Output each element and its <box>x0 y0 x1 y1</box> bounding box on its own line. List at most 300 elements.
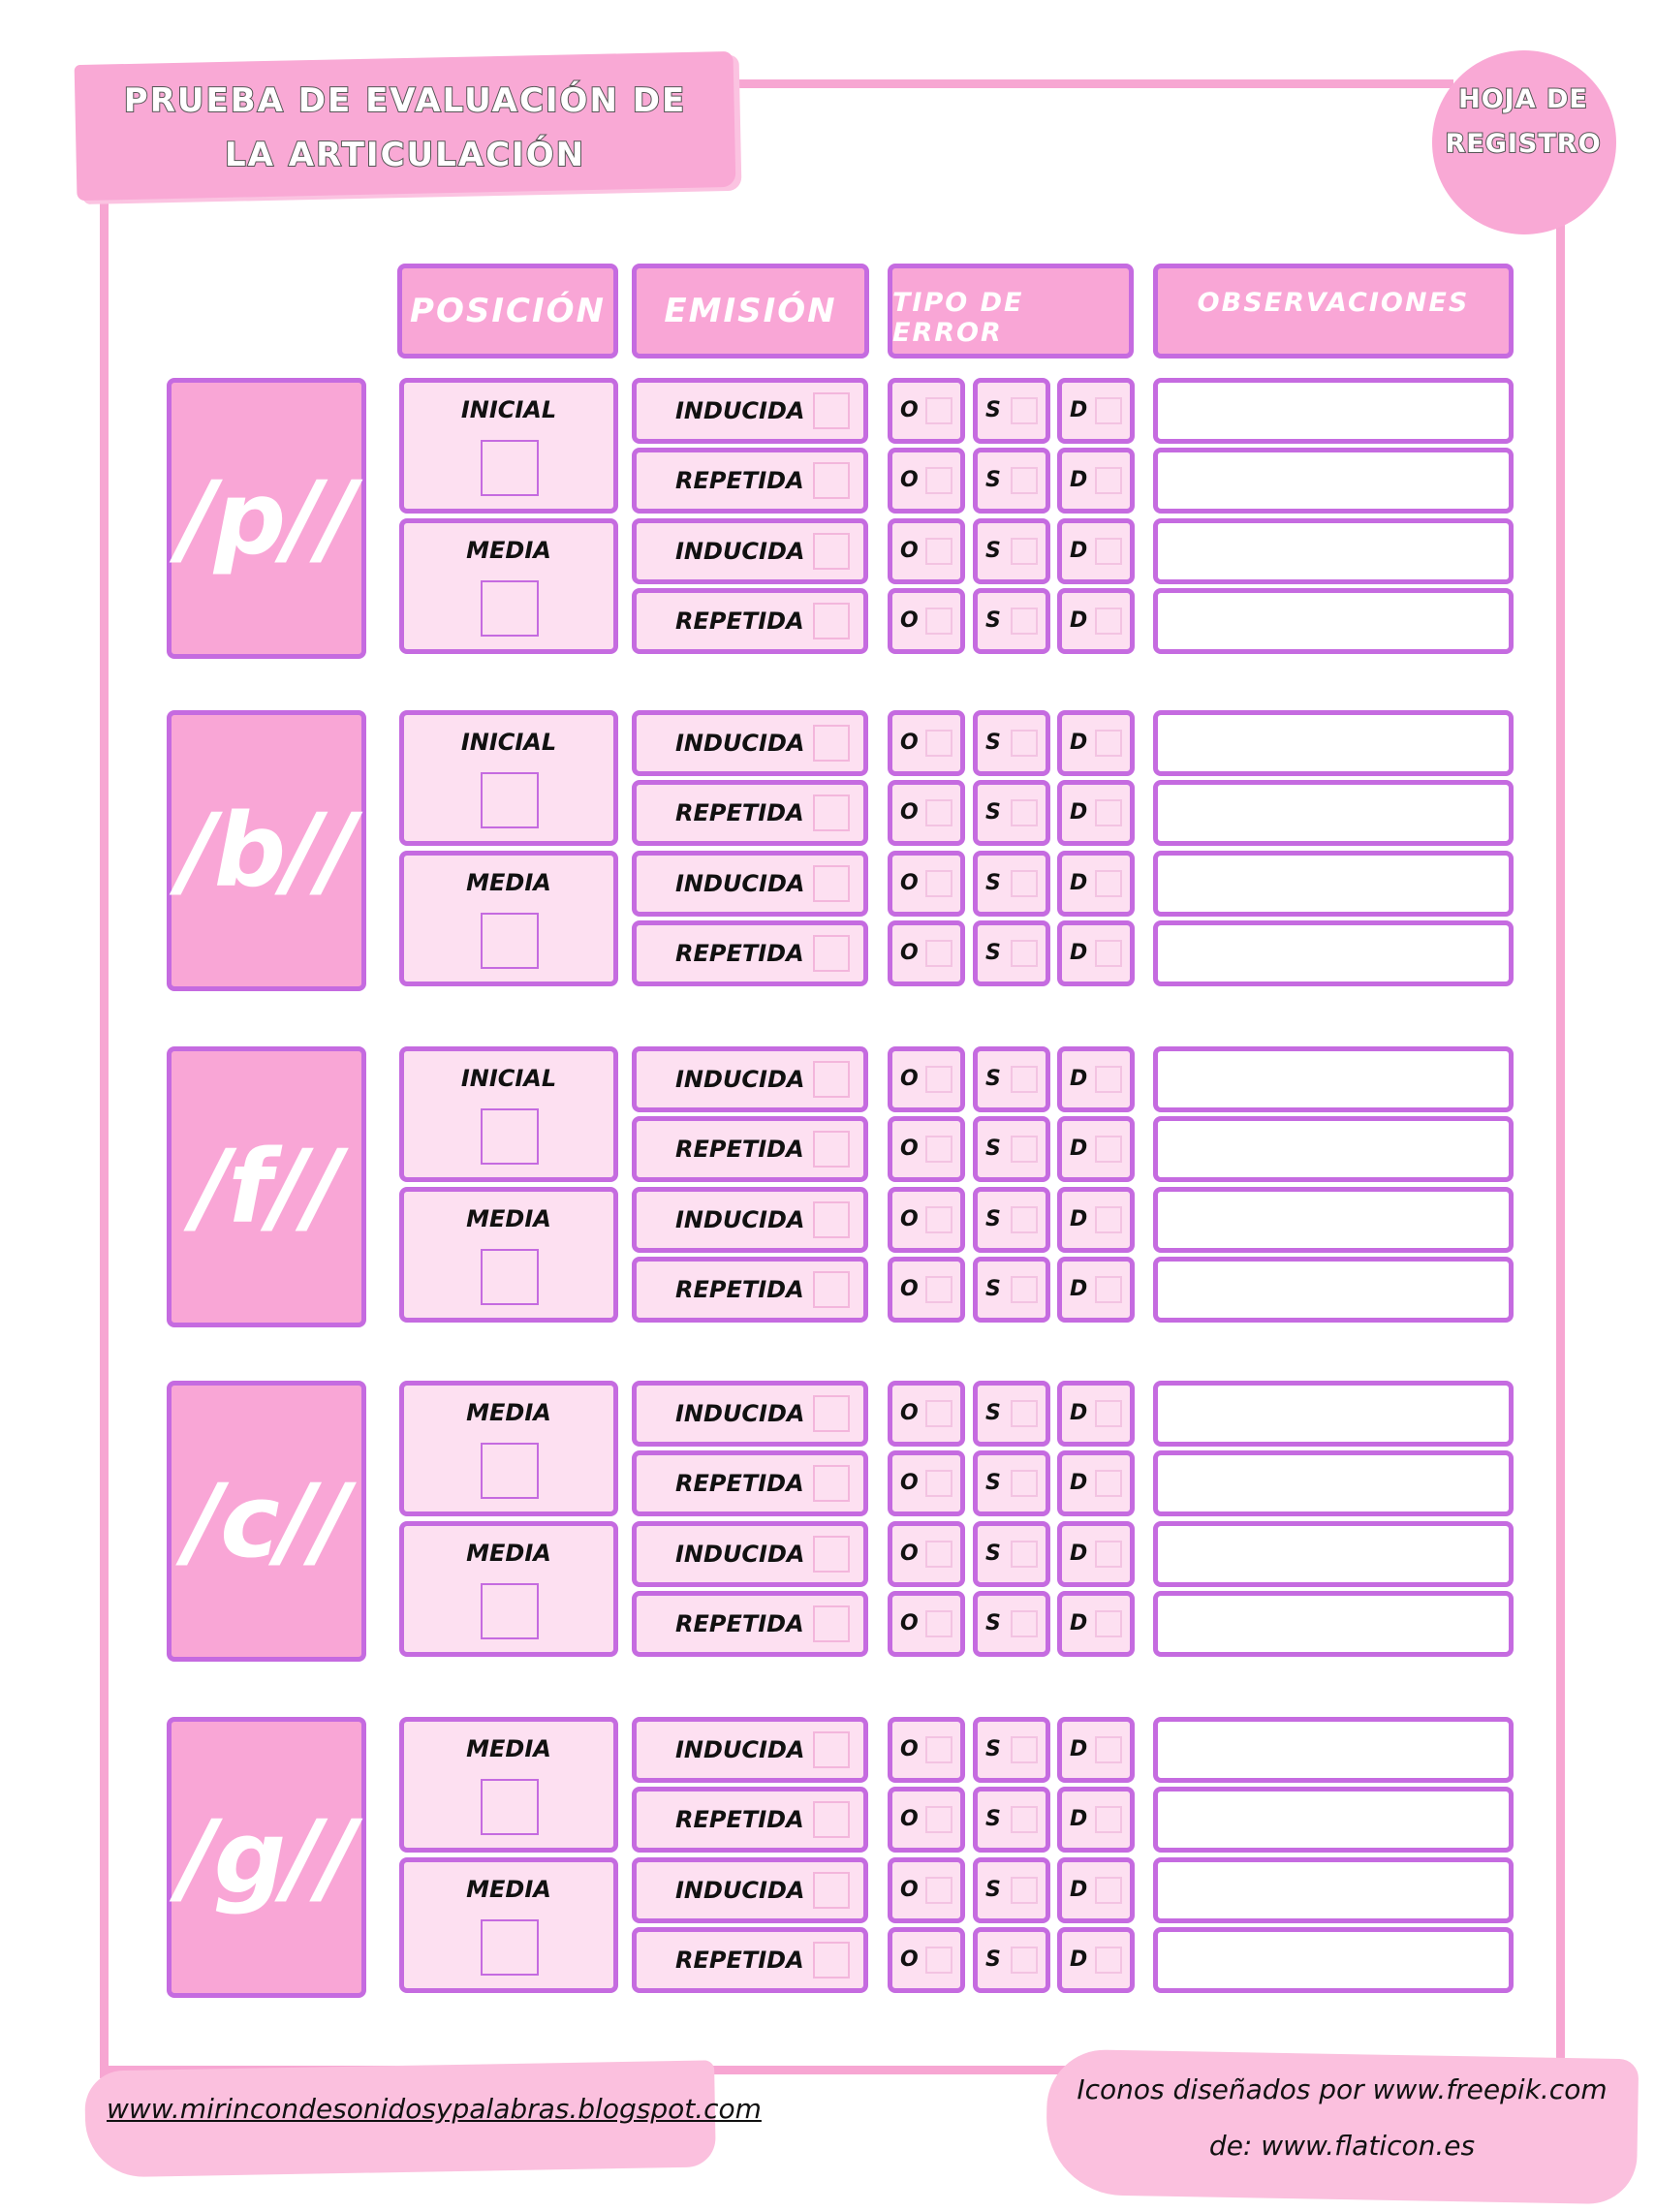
observation-field[interactable] <box>1153 448 1514 514</box>
emission-label: INDUCIDA <box>675 1877 805 1904</box>
emission-checkbox[interactable] <box>813 392 850 429</box>
error-checkbox[interactable] <box>1011 1806 1038 1833</box>
error-cell <box>1057 588 1135 654</box>
error-checkbox[interactable] <box>1011 467 1038 494</box>
error-checkbox[interactable] <box>1095 730 1122 757</box>
position-cell <box>399 1046 618 1182</box>
phoneme-group <box>0 710 1655 993</box>
position-cell <box>399 1521 618 1657</box>
error-cell <box>1057 448 1135 514</box>
emission-label: REPETIDA <box>675 1470 804 1497</box>
observation-field[interactable] <box>1153 1187 1514 1253</box>
error-checkbox[interactable] <box>1095 870 1122 897</box>
error-type-label: S <box>985 731 1001 755</box>
emission-cell <box>632 1787 868 1853</box>
error-cell <box>973 588 1050 654</box>
error-cell <box>973 1046 1050 1112</box>
error-checkbox[interactable] <box>1011 1610 1038 1637</box>
error-checkbox[interactable] <box>925 1066 952 1093</box>
phoneme-group <box>0 1717 1655 2000</box>
error-type-label: S <box>985 800 1001 825</box>
error-cell <box>888 588 965 654</box>
error-type-label: O <box>900 1401 919 1425</box>
emission-label: INDUCIDA <box>675 1541 805 1568</box>
error-type-label: S <box>985 1807 1001 1831</box>
observation-field[interactable] <box>1153 710 1514 776</box>
error-type-label: D <box>1070 1137 1088 1161</box>
error-cell <box>888 1717 965 1783</box>
error-checkbox[interactable] <box>1011 397 1038 424</box>
observation-field[interactable] <box>1153 851 1514 917</box>
emission-checkbox[interactable] <box>813 1395 850 1432</box>
error-type-label: O <box>900 1947 919 1972</box>
error-checkbox[interactable] <box>925 799 952 826</box>
error-cell <box>973 448 1050 514</box>
page-title-line2: LA ARTICULACIÓN <box>224 136 586 174</box>
error-checkbox[interactable] <box>925 1947 952 1974</box>
position-checkbox[interactable] <box>481 440 539 496</box>
page-title <box>76 60 734 196</box>
error-checkbox[interactable] <box>1095 940 1122 967</box>
emission-checkbox[interactable] <box>813 1131 850 1168</box>
error-cell <box>1057 1257 1135 1323</box>
error-type-label: O <box>900 941 919 965</box>
emission-cell <box>632 518 868 584</box>
error-type-label: D <box>1070 1471 1088 1495</box>
error-checkbox[interactable] <box>1095 1541 1122 1568</box>
error-cell <box>1057 780 1135 846</box>
emission-checkbox[interactable] <box>813 1061 850 1098</box>
error-cell <box>973 1787 1050 1853</box>
error-type-label: S <box>985 539 1001 563</box>
position-checkbox[interactable] <box>481 1249 539 1305</box>
error-cell <box>1057 710 1135 776</box>
error-type-label: S <box>985 871 1001 895</box>
error-type-label: D <box>1070 468 1088 492</box>
error-type-label: S <box>985 1542 1001 1566</box>
error-cell <box>888 780 965 846</box>
phoneme-group <box>0 378 1655 661</box>
error-checkbox[interactable] <box>1095 1066 1122 1093</box>
error-checkbox[interactable] <box>1095 1947 1122 1974</box>
emission-label: INDUCIDA <box>675 397 805 424</box>
position-label: MEDIA <box>466 537 551 564</box>
error-type-label: O <box>900 1807 919 1831</box>
error-cell <box>973 1857 1050 1923</box>
error-checkbox[interactable] <box>1011 608 1038 635</box>
emission-cell <box>632 1591 868 1657</box>
observation-field[interactable] <box>1153 1857 1514 1923</box>
error-cell <box>973 920 1050 986</box>
position-cell <box>399 1381 618 1516</box>
error-checkbox[interactable] <box>1011 1947 1038 1974</box>
error-checkbox[interactable] <box>1011 1877 1038 1904</box>
error-type-label: S <box>985 1401 1001 1425</box>
error-cell <box>973 1187 1050 1253</box>
badge-line2: REGISTRO <box>1445 129 1602 159</box>
error-type-label: O <box>900 871 919 895</box>
error-cell <box>888 1787 965 1853</box>
error-cell <box>888 851 965 917</box>
emission-checkbox[interactable] <box>813 1605 850 1642</box>
emission-cell <box>632 1450 868 1516</box>
observation-field[interactable] <box>1153 1787 1514 1853</box>
error-type-label: D <box>1070 800 1088 825</box>
frame-top-border <box>717 79 1453 88</box>
error-type-label: O <box>900 1207 919 1231</box>
emission-label: REPETIDA <box>675 1806 804 1833</box>
emission-cell <box>632 1521 868 1587</box>
phoneme-label: /b// <box>167 710 366 991</box>
error-checkbox[interactable] <box>1095 799 1122 826</box>
position-checkbox[interactable] <box>481 772 539 828</box>
error-checkbox[interactable] <box>1011 1206 1038 1233</box>
emission-checkbox[interactable] <box>813 1201 850 1238</box>
error-cell <box>973 1381 1050 1447</box>
error-cell <box>973 780 1050 846</box>
error-type-label: D <box>1070 1611 1088 1636</box>
emission-label: REPETIDA <box>675 1610 804 1637</box>
error-type-label: D <box>1070 941 1088 965</box>
error-cell <box>1057 378 1135 444</box>
observation-field[interactable] <box>1153 1521 1514 1587</box>
credits-line1: Iconos diseñados por www.freepik.com <box>1077 2073 1608 2105</box>
error-type-label: S <box>985 1277 1001 1301</box>
error-cell <box>1057 1116 1135 1182</box>
error-type-label: S <box>985 398 1001 422</box>
error-checkbox[interactable] <box>925 1470 952 1497</box>
header-posicion: POSICIÓN <box>397 264 618 358</box>
emission-cell <box>632 1257 868 1323</box>
emission-checkbox[interactable] <box>813 794 850 831</box>
emission-checkbox[interactable] <box>813 1731 850 1768</box>
emission-label: INDUCIDA <box>675 870 805 897</box>
error-cell <box>888 920 965 986</box>
position-cell <box>399 1717 618 1853</box>
emission-checkbox[interactable] <box>813 935 850 972</box>
position-label: INICIAL <box>460 396 557 423</box>
credits <box>1046 2062 1638 2174</box>
error-checkbox[interactable] <box>925 467 952 494</box>
error-type-label: D <box>1070 539 1088 563</box>
error-type-label: O <box>900 1471 919 1495</box>
emission-checkbox[interactable] <box>813 462 850 499</box>
error-checkbox[interactable] <box>1011 1736 1038 1763</box>
error-type-label: S <box>985 1067 1001 1091</box>
emission-checkbox[interactable] <box>813 1271 850 1308</box>
error-type-label: S <box>985 941 1001 965</box>
header-tipo-error: TIPO DE ERROR <box>888 264 1134 358</box>
error-type-label: D <box>1070 1878 1088 1902</box>
error-cell <box>973 1450 1050 1516</box>
emission-cell <box>632 448 868 514</box>
error-type-label: S <box>985 468 1001 492</box>
error-cell <box>973 1927 1050 1993</box>
emission-checkbox[interactable] <box>813 1801 850 1838</box>
emission-label: REPETIDA <box>675 799 804 826</box>
error-checkbox[interactable] <box>925 1276 952 1303</box>
phoneme-label: /c// <box>167 1381 366 1662</box>
error-checkbox[interactable] <box>925 1877 952 1904</box>
error-checkbox[interactable] <box>925 1610 952 1637</box>
error-type-label: O <box>900 539 919 563</box>
error-checkbox[interactable] <box>1095 1400 1122 1427</box>
error-type-label: D <box>1070 398 1088 422</box>
error-cell <box>973 518 1050 584</box>
error-checkbox[interactable] <box>1095 1877 1122 1904</box>
error-cell <box>1057 518 1135 584</box>
blog-link[interactable]: www.mirincondesonidosypalabras.blogspot.com <box>107 2093 762 2125</box>
error-cell <box>1057 851 1135 917</box>
error-cell <box>1057 1381 1135 1447</box>
emission-label: INDUCIDA <box>675 1736 805 1763</box>
error-checkbox[interactable] <box>1011 1400 1038 1427</box>
observation-field[interactable] <box>1153 518 1514 584</box>
position-label: MEDIA <box>466 1735 551 1762</box>
error-checkbox[interactable] <box>925 940 952 967</box>
position-label: MEDIA <box>466 1399 551 1426</box>
error-type-label: D <box>1070 871 1088 895</box>
error-type-label: S <box>985 1471 1001 1495</box>
observation-field[interactable] <box>1153 920 1514 986</box>
error-checkbox[interactable] <box>1095 608 1122 635</box>
error-checkbox[interactable] <box>925 1206 952 1233</box>
phoneme-label: /p// <box>167 378 366 659</box>
phoneme-label: /f// <box>167 1046 366 1327</box>
error-type-label: D <box>1070 1542 1088 1566</box>
error-cell <box>973 1591 1050 1657</box>
error-checkbox[interactable] <box>1095 538 1122 565</box>
position-label: MEDIA <box>466 869 551 896</box>
error-type-label: D <box>1070 1401 1088 1425</box>
observation-field[interactable] <box>1153 1116 1514 1182</box>
error-checkbox[interactable] <box>1011 1541 1038 1568</box>
position-checkbox[interactable] <box>481 1919 539 1976</box>
header-emision: EMISIÓN <box>632 264 869 358</box>
error-cell <box>973 378 1050 444</box>
error-cell <box>888 1857 965 1923</box>
emission-cell <box>632 851 868 917</box>
observation-field[interactable] <box>1153 1927 1514 1993</box>
error-cell <box>888 1450 965 1516</box>
error-checkbox[interactable] <box>1095 1276 1122 1303</box>
error-type-label: D <box>1070 731 1088 755</box>
emission-checkbox[interactable] <box>813 1465 850 1502</box>
error-type-label: O <box>900 468 919 492</box>
error-type-label: O <box>900 1878 919 1902</box>
error-cell <box>973 710 1050 776</box>
error-checkbox[interactable] <box>1011 1066 1038 1093</box>
error-checkbox[interactable] <box>925 1736 952 1763</box>
error-checkbox[interactable] <box>1095 467 1122 494</box>
error-type-label: S <box>985 1878 1001 1902</box>
observation-field[interactable] <box>1153 588 1514 654</box>
error-cell <box>1057 1450 1135 1516</box>
error-cell <box>1057 1857 1135 1923</box>
emission-checkbox[interactable] <box>813 865 850 902</box>
error-checkbox[interactable] <box>1011 1136 1038 1163</box>
observation-field[interactable] <box>1153 1591 1514 1657</box>
emission-label: REPETIDA <box>675 1276 804 1303</box>
emission-checkbox[interactable] <box>813 725 850 762</box>
error-checkbox[interactable] <box>1011 870 1038 897</box>
emission-checkbox[interactable] <box>813 1942 850 1978</box>
error-type-label: O <box>900 800 919 825</box>
error-type-label: O <box>900 1277 919 1301</box>
error-checkbox[interactable] <box>925 1400 952 1427</box>
position-label: MEDIA <box>466 1540 551 1567</box>
error-cell <box>888 518 965 584</box>
error-type-label: D <box>1070 1737 1088 1761</box>
error-cell <box>888 1381 965 1447</box>
emission-cell <box>632 1046 868 1112</box>
error-checkbox[interactable] <box>1011 730 1038 757</box>
emission-cell <box>632 1187 868 1253</box>
emission-cell <box>632 588 868 654</box>
error-type-label: O <box>900 731 919 755</box>
emission-label: INDUCIDA <box>675 1066 805 1093</box>
emission-checkbox[interactable] <box>813 1536 850 1573</box>
emission-checkbox[interactable] <box>813 603 850 639</box>
error-checkbox[interactable] <box>925 538 952 565</box>
error-checkbox[interactable] <box>925 730 952 757</box>
emission-label: INDUCIDA <box>675 538 805 565</box>
phoneme-group <box>0 1381 1655 1664</box>
position-checkbox[interactable] <box>481 1583 539 1639</box>
position-checkbox[interactable] <box>481 913 539 969</box>
observation-field[interactable] <box>1153 1381 1514 1447</box>
observation-field[interactable] <box>1153 780 1514 846</box>
position-label: INICIAL <box>460 1065 557 1092</box>
emission-cell <box>632 378 868 444</box>
error-checkbox[interactable] <box>1011 940 1038 967</box>
emission-cell <box>632 1927 868 1993</box>
emission-cell <box>632 1717 868 1783</box>
error-checkbox[interactable] <box>925 1806 952 1833</box>
error-cell <box>888 1257 965 1323</box>
observation-field[interactable] <box>1153 1717 1514 1783</box>
position-checkbox[interactable] <box>481 1443 539 1499</box>
position-checkbox[interactable] <box>481 1108 539 1165</box>
error-type-label: D <box>1070 1207 1088 1231</box>
error-type-label: S <box>985 608 1001 633</box>
error-cell <box>888 1046 965 1112</box>
badge-line1: HOJA DE <box>1458 84 1588 114</box>
error-cell <box>1057 1521 1135 1587</box>
error-checkbox[interactable] <box>1011 1276 1038 1303</box>
error-type-label: D <box>1070 1277 1088 1301</box>
error-cell <box>1057 1717 1135 1783</box>
emission-label: INDUCIDA <box>675 730 805 757</box>
error-checkbox[interactable] <box>1095 1736 1122 1763</box>
error-cell <box>888 448 965 514</box>
error-type-label: D <box>1070 608 1088 633</box>
error-type-label: S <box>985 1737 1001 1761</box>
error-checkbox[interactable] <box>1095 1206 1122 1233</box>
emission-checkbox[interactable] <box>813 1872 850 1909</box>
emission-cell <box>632 920 868 986</box>
observation-field[interactable] <box>1153 1257 1514 1323</box>
error-checkbox[interactable] <box>1011 538 1038 565</box>
error-checkbox[interactable] <box>925 1136 952 1163</box>
error-checkbox[interactable] <box>1095 1806 1122 1833</box>
error-type-label: S <box>985 1947 1001 1972</box>
error-checkbox[interactable] <box>1011 1470 1038 1497</box>
error-checkbox[interactable] <box>1095 1610 1122 1637</box>
position-checkbox[interactable] <box>481 580 539 637</box>
error-cell <box>888 710 965 776</box>
error-type-label: O <box>900 1067 919 1091</box>
position-label: MEDIA <box>466 1876 551 1903</box>
error-type-label: O <box>900 1611 919 1636</box>
error-cell <box>973 1521 1050 1587</box>
error-type-label: O <box>900 1737 919 1761</box>
error-cell <box>973 851 1050 917</box>
error-cell <box>1057 920 1135 986</box>
error-cell <box>888 1187 965 1253</box>
observation-field[interactable] <box>1153 378 1514 444</box>
emission-checkbox[interactable] <box>813 533 850 570</box>
error-cell <box>973 1257 1050 1323</box>
position-label: MEDIA <box>466 1205 551 1232</box>
observation-field[interactable] <box>1153 1046 1514 1112</box>
error-type-label: D <box>1070 1067 1088 1091</box>
error-type-label: O <box>900 1542 919 1566</box>
position-label: INICIAL <box>460 729 557 756</box>
error-checkbox[interactable] <box>925 608 952 635</box>
error-type-label: D <box>1070 1807 1088 1831</box>
emission-label: REPETIDA <box>675 940 804 967</box>
error-cell <box>888 1927 965 1993</box>
error-type-label: O <box>900 398 919 422</box>
emission-label: REPETIDA <box>675 1136 804 1163</box>
error-type-label: O <box>900 1137 919 1161</box>
error-checkbox[interactable] <box>925 1541 952 1568</box>
error-cell <box>888 378 965 444</box>
emission-label: INDUCIDA <box>675 1206 805 1233</box>
emission-cell <box>632 710 868 776</box>
error-cell <box>888 1521 965 1587</box>
error-checkbox[interactable] <box>1095 397 1122 424</box>
page-title-line1: PRUEBA DE EVALUACIÓN DE <box>123 81 687 120</box>
error-cell <box>888 1591 965 1657</box>
error-cell <box>973 1717 1050 1783</box>
error-cell <box>973 1116 1050 1182</box>
position-cell <box>399 518 618 654</box>
error-checkbox[interactable] <box>925 397 952 424</box>
emission-cell <box>632 780 868 846</box>
observation-field[interactable] <box>1153 1450 1514 1516</box>
error-type-label: S <box>985 1137 1001 1161</box>
error-checkbox[interactable] <box>1011 799 1038 826</box>
error-cell <box>1057 1046 1135 1112</box>
error-cell <box>1057 1591 1135 1657</box>
emission-cell <box>632 1857 868 1923</box>
position-cell <box>399 710 618 846</box>
emission-label: REPETIDA <box>675 467 804 494</box>
position-cell <box>399 851 618 986</box>
error-checkbox[interactable] <box>925 870 952 897</box>
error-type-label: S <box>985 1611 1001 1636</box>
emission-label: REPETIDA <box>675 1947 804 1974</box>
error-checkbox[interactable] <box>1095 1136 1122 1163</box>
error-cell <box>1057 1787 1135 1853</box>
position-cell <box>399 1187 618 1323</box>
error-checkbox[interactable] <box>1095 1470 1122 1497</box>
position-checkbox[interactable] <box>481 1779 539 1835</box>
emission-label: INDUCIDA <box>675 1400 805 1427</box>
emission-label: REPETIDA <box>675 608 804 635</box>
